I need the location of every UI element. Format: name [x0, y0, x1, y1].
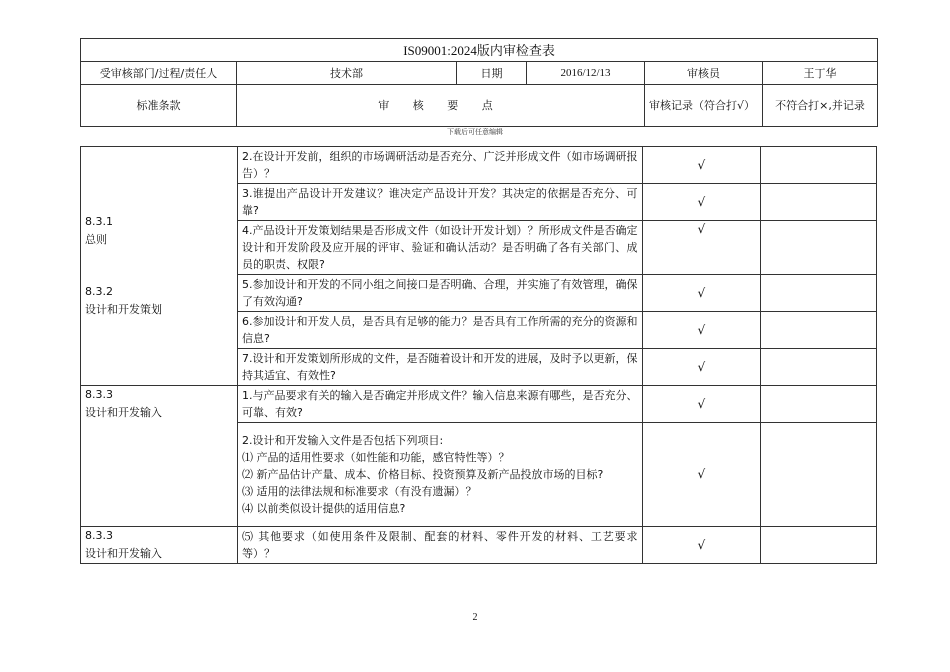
clause-832-number: 8.3.2 [85, 285, 113, 298]
date-value: 2016/12/13 [527, 62, 645, 85]
nonconform-cell [761, 386, 877, 423]
clause-833b-name: 设计和开发输入 [85, 547, 162, 560]
auditor-label: 审核员 [645, 62, 763, 85]
nonconform-cell [761, 527, 877, 564]
audit-point-line: ⑶ 适用的法律法规和标准要求（有没有遗漏）？ [241, 485, 477, 498]
clause-833b-cell [81, 527, 238, 564]
clause-831-number: 8.3.1 [85, 215, 113, 228]
form-title: IS09001:2024版内审检查表 [81, 39, 878, 62]
check-mark: √ [642, 527, 761, 564]
clause-831-name: 总则 [85, 233, 107, 246]
audit-point: 7.设计和开发策划所形成的文件，是否随着设计和开发的进展，及时予以更新，保持其适宜、有效性? [237, 349, 642, 386]
nonconform-cell [761, 349, 877, 386]
audit-point: 1.与产品要求有关的输入是否确定并形成文件？输入信息来源有哪些，是否充分、可靠、有效? [237, 386, 642, 423]
col-clause-header: 标准条款 [81, 85, 237, 127]
audit-point: 5.参加设计和开发的不同小组之间接口是否明确、合理，并实施了有效管理，确保了有效沟通? [237, 275, 642, 312]
check-mark: √ [642, 275, 761, 312]
check-mark: √ [642, 184, 761, 221]
clause-833b-number: 8.3.3 [85, 529, 113, 542]
nonconform-cell [761, 184, 877, 221]
check-mark: √ [642, 221, 761, 275]
col-nonconform-header: 不符合打×,并记录 [763, 85, 878, 127]
audit-point-list [237, 423, 642, 527]
checklist-table [80, 146, 877, 564]
check-mark: √ [642, 312, 761, 349]
nonconform-cell [761, 147, 877, 184]
check-mark: √ [642, 423, 761, 527]
page-number: 2 [472, 612, 478, 623]
nonconform-cell [761, 312, 877, 349]
nonconform-cell [761, 423, 877, 527]
audit-point-line: ⑷ 以前类似设计提供的适用信息? [241, 502, 406, 515]
clause-831-832-cell [81, 147, 238, 386]
col-points-header: 审 核 要 点 [237, 85, 645, 127]
clause-833-name: 设计和开发输入 [85, 406, 162, 419]
nonconform-cell [761, 275, 877, 312]
check-mark: √ [642, 349, 761, 386]
clause-832-name: 设计和开发策划 [85, 303, 162, 316]
clause-833-number: 8.3.3 [85, 388, 113, 401]
col-record-header: 审核记录（符合打√） [645, 85, 763, 127]
audit-point: 4.产品设计开发策划结果是否形成文件（如设计开发计划）？所形成文件是否确定设计和开发阶段及应开展的评审、验证和确认活动？是否明确了各有关部门、成员的职责、权限? [237, 221, 642, 275]
audit-point-line: ⑵ 新产品估计产量、成本、价格目标、投资预算及新产品投放市场的目标? [241, 468, 604, 481]
date-label: 日期 [457, 62, 527, 85]
check-mark: √ [642, 386, 761, 423]
nonconform-cell [761, 221, 877, 275]
audit-point-line: ⑴ 产品的适用性要求（如性能和功能，感官特性等）？ [241, 451, 510, 464]
dept-value: 技术部 [237, 62, 457, 85]
clause-833-cell [81, 386, 238, 527]
dept-label: 受审核部门/过程/责任人 [81, 62, 237, 85]
auditor-value: 王丁华 [763, 62, 878, 85]
table-row [81, 527, 877, 564]
audit-point: 6.参加设计和开发人员，是否具有足够的能力？是否具有工作所需的充分的资源和信息? [237, 312, 642, 349]
table-row [81, 147, 877, 184]
audit-point: 2.在设计开发前，组织的市场调研活动是否充分、广泛并形成文件（如市场调研报告）？ [237, 147, 642, 184]
audit-point: ⑸ 其他要求（如使用条件及限制、配套的材料、零件开发的材料、工艺要求等）？ [237, 527, 642, 564]
header-table [80, 38, 878, 127]
check-mark: √ [642, 147, 761, 184]
audit-point: 3.谁提出产品设计开发建议？谁决定产品设计开发？其决定的依据是否充分、可靠? [237, 184, 642, 221]
audit-point-line: 2.设计和开发输入文件是否包括下列项目: [241, 434, 444, 447]
download-note: 下载后可任意编辑 [447, 128, 503, 136]
table-row [81, 386, 877, 423]
